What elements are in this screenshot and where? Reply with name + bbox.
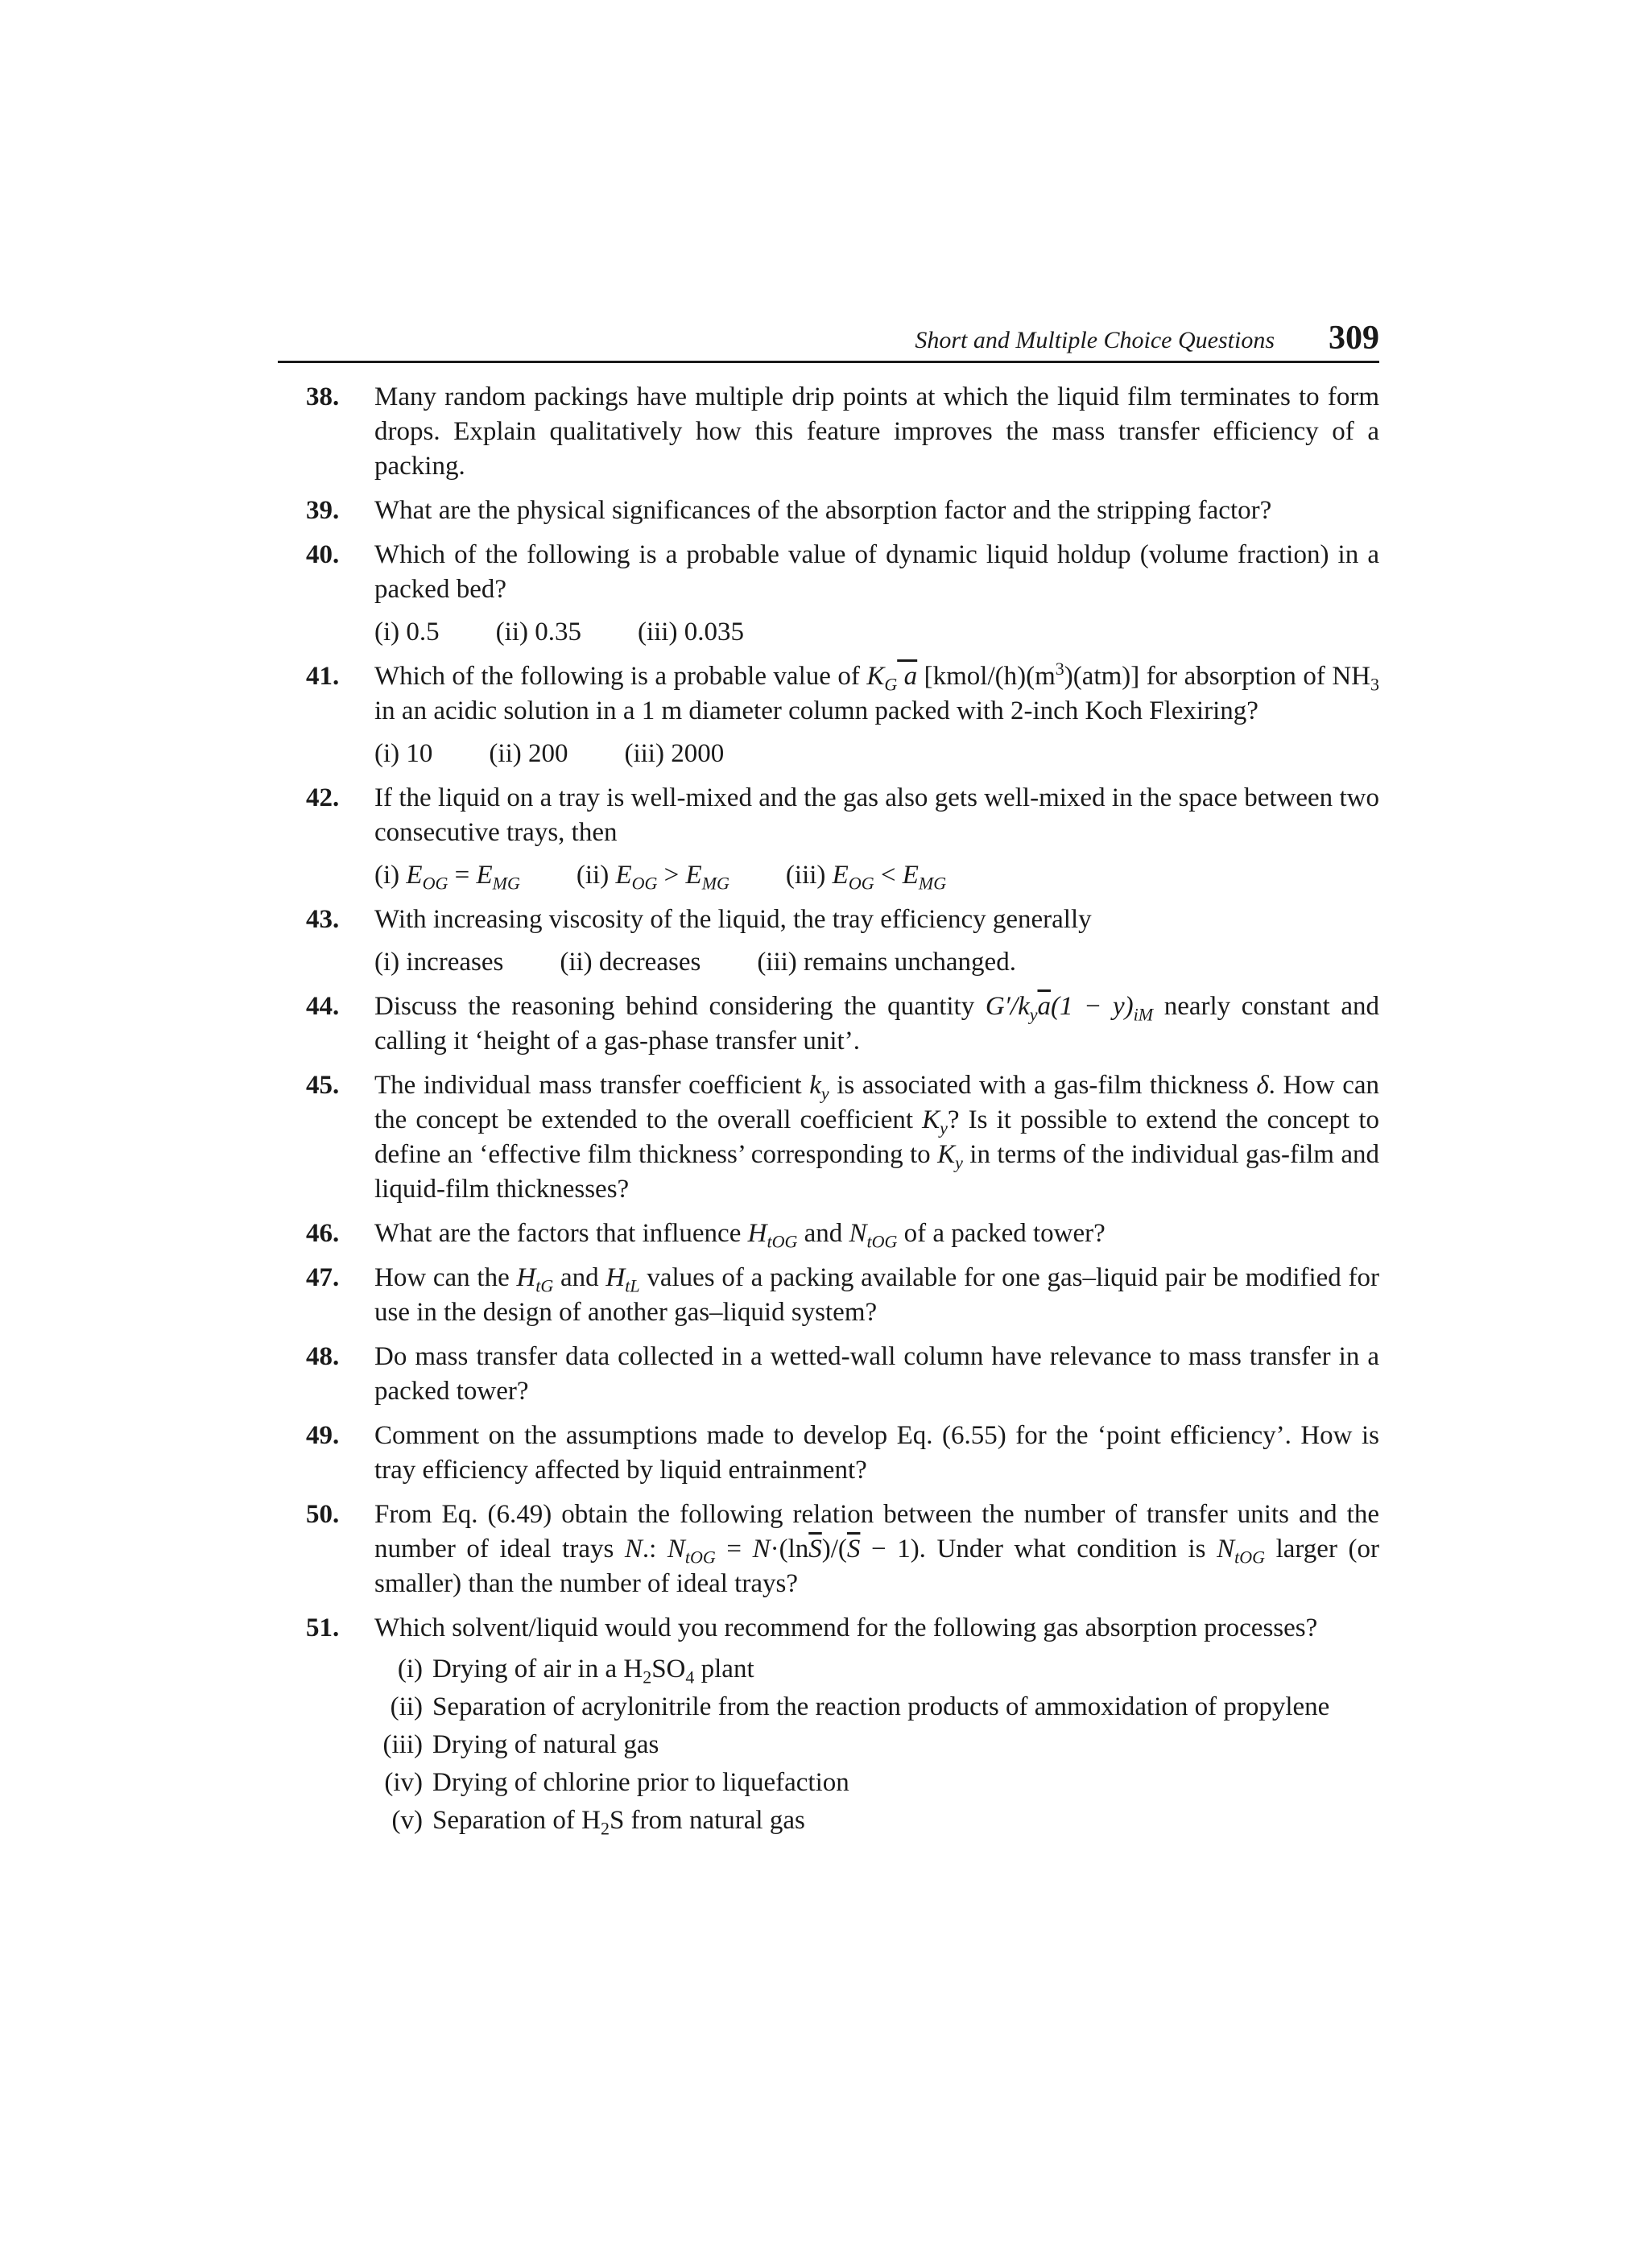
option-ii: (ii) 200 [489,739,568,768]
question-39 [306,494,1379,528]
question-text: Which of the following is a probable value of $K_G$ a $[kmol/(h)(m^3)(atm)]$ for absorption of $NH_3$ in an acidic solution in a 1 m diameter column packed with 2-inch Koch Flexiring? [374,659,1380,725]
question-text: What are the factors that influence $H_{tOG}$ and $N_{tOG}$ of a packed tower? [374,1219,1106,1252]
question-50 [306,1498,1379,1601]
question-list [306,380,1379,1849]
question-45 [306,1068,1379,1207]
list-item-text: Separation of acrylonitrile from the reaction products of ammoxidation of propylene [432,1692,1330,1721]
option-i: (i) 10 [374,739,433,768]
list-item-text: Drying of chlorine prior to liquefaction [432,1768,849,1797]
list-item [374,1802,1379,1840]
question-text: Which of the following is a probable value of dynamic liquid holdup (volume fraction) in a packed bed? [374,540,1379,604]
question-number: 41. [306,662,340,691]
page-number: 309 [1329,320,1379,357]
list-item-label: (iv) [384,1768,423,1797]
list-item-label: (iii) [382,1730,423,1759]
list-item [374,1650,1379,1688]
question-number: 49. [306,1421,340,1450]
question-number: 50. [306,1500,340,1529]
question-49 [306,1419,1379,1488]
question-number: 40. [306,540,340,569]
running-head [278,316,1379,363]
question-text: If the liquid on a tray is well-mixed and the gas also gets well-mixed in the space between two consecutive trays, then [374,783,1379,847]
list-item [374,1726,1379,1764]
question-number: 43. [306,905,340,934]
question-51 [306,1611,1379,1840]
list-item-text: Separation of $H_2S$ from natural gas [432,1806,805,1839]
question-46 [306,1217,1379,1251]
question-number: 39. [306,496,340,525]
list-item-label: (ii) [390,1692,423,1721]
question-text: Which solvent/liquid would you recommend for the following gas absorption processes? [374,1613,1318,1642]
question-number: 47. [306,1263,340,1292]
option-ii: (ii) 0.35 [495,618,581,647]
option-ii: (ii) decreases [560,948,701,977]
answer-options [374,615,1379,650]
option-iii: (iii) 2000 [624,739,725,768]
question-number: 45. [306,1071,340,1100]
question-text: From Eq. (6.49) obtain the following relation between the number of transfer units and the number of ideal trays N.: $N_{tOG} = N\cdot(\ln\overline{S})/(\overline{S} - 1)$. Under what condition is $N_{tOG}$ larger (or smaller) than the number of ideal trays? [374,1500,1379,1598]
question-text: The individual mass transfer coefficient $k_y$ is associated with a gas-film thickness δ. How can the concept be extended to the overall coefficient $K_y$? Is it possible to extend the concept to define an ‘effective film thickness’ corresponding to $K_y$ in terms of the individual gas-film and liquid-film thicknesses? [374,1071,1379,1204]
question-text: Many random packings have multiple drip points at which the liquid film terminates to form drops. Explain qualitatively how this feature improves the mass transfer efficiency of a packing. [374,382,1379,481]
list-item [374,1764,1379,1802]
option-ii: (ii) $E_{OG} > E_{MG}$ [576,861,729,894]
question-48 [306,1340,1379,1409]
list-item-text: Drying of natural gas [432,1730,659,1759]
option-i: (i) increases [374,948,504,977]
answer-options [374,858,1379,893]
question-44 [306,989,1379,1059]
list-item [374,1688,1379,1726]
running-title: Short and Multiple Choice Questions [915,327,1275,353]
question-41 [306,659,1379,771]
question-text: Do mass transfer data collected in a wetted-wall column have relevance to mass transfer in a packed tower? [374,1342,1379,1406]
answer-options [374,737,1379,771]
question-number: 44. [306,992,340,1021]
option-iii: (iii) $E_{OG} < E_{MG}$ [785,861,947,894]
question-43 [306,903,1379,980]
list-item-label: (v) [391,1806,423,1835]
question-text: Comment on the assumptions made to develop Eq. (6.55) for the ‘point efficiency’. How is tray efficiency affected by liquid entrainment? [374,1421,1379,1485]
question-42 [306,781,1379,893]
question-47 [306,1261,1379,1330]
question-text: With increasing viscosity of the liquid, the tray efficiency generally [374,905,1092,934]
question-number: 42. [306,783,340,812]
option-i: (i) $E_{OG} = E_{MG}$ [374,861,520,894]
list-item-text: Drying of air in a $H_2SO_4$ plant [432,1655,754,1688]
question-number: 38. [306,382,340,411]
question-40 [306,538,1379,650]
question-38 [306,380,1379,484]
question-number: 48. [306,1342,340,1371]
option-iii: (iii) 0.035 [637,618,744,647]
question-text: How can the $H_{tG}$ and $H_{tL}$ values of a packing available for one gas–liquid pair be modified for use in the design of another gas–liquid system? [374,1263,1379,1327]
question-text: Discuss the reasoning behind considering the quantity $G'/k_y\overline{a}(1 - y)_{iM}$ nearly constant and calling it ‘height of a gas-phase transfer unit’. [374,992,1379,1056]
question-number: 51. [306,1613,340,1642]
answer-options [374,945,1379,980]
list-item-label: (i) [397,1655,423,1683]
option-i: (i) 0.5 [374,618,440,647]
process-list [374,1650,1379,1840]
question-text: What are the physical significances of the absorption factor and the stripping factor? [374,496,1272,525]
option-iii: (iii) remains unchanged. [757,948,1016,977]
question-number: 46. [306,1219,340,1248]
